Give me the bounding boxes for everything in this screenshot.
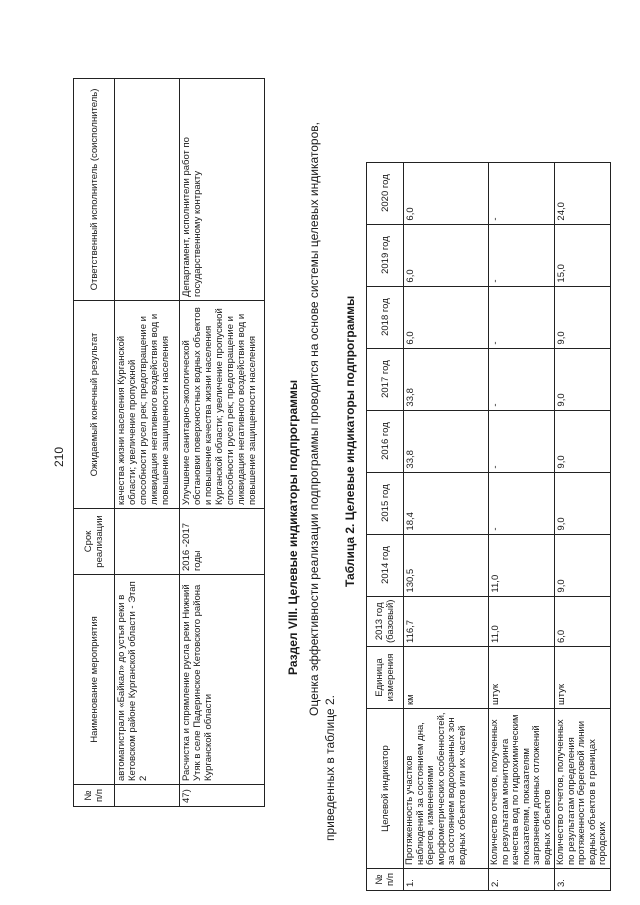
header-2015: 2015 год	[367, 472, 404, 534]
value-2018: -	[489, 286, 555, 348]
value-2020: 24,0	[555, 162, 611, 224]
value-2019: 15,0	[555, 224, 611, 286]
header-2014: 2014 год	[367, 534, 404, 596]
table-row	[115, 79, 180, 807]
row-term: 2016 -2017 годы	[180, 509, 265, 575]
row-indicator: Количество отчетов, полученных по результатам определения протяженности береговой линии водных объектов в границах городских	[555, 709, 611, 869]
value-2015: 18,4	[404, 472, 489, 534]
row-unit: км	[404, 647, 489, 709]
row-measure-name: автомагистрали «Байкал» до устья реки в Кетовском районе Курганской области - Этап 2	[115, 575, 180, 785]
row-executor: Департамент, исполнители работ по государственному контракту	[180, 79, 265, 301]
header-2016: 2016 год	[367, 410, 404, 472]
header-unit: Единица измерения	[367, 647, 404, 709]
row-unit: штук	[489, 647, 555, 709]
value-2018: 9,0	[555, 286, 611, 348]
value-2016: -	[489, 410, 555, 472]
value-2014: 11,0	[489, 534, 555, 596]
row-term	[115, 509, 180, 575]
header-2020: 2020 год	[367, 162, 404, 224]
value-2020: 6,0	[404, 162, 489, 224]
header-num: № п/п	[74, 785, 115, 807]
table-row	[489, 162, 555, 890]
row-measure-name: Расчистка и спрямление русла реки Нижний Утяк в селе Падеринское Кетовского района Курганской области	[180, 575, 265, 785]
value-2020: -	[489, 162, 555, 224]
header-2019: 2019 год	[367, 224, 404, 286]
row-indicator: Количество отчетов, полученных по результатам мониторинга качества вод по гидрохимическим показателям, показателям загрязнения донных отложений водных объектов	[489, 709, 555, 869]
header-2017: 2017 год	[367, 348, 404, 410]
header-indicator: Целевой индикатор	[367, 709, 404, 869]
measures-table	[73, 78, 265, 807]
value-2013: 6,0	[555, 596, 611, 646]
table2-title: Таблица 2. Целевые индикаторы подпрограммы	[343, 295, 357, 587]
value-2017: 9,0	[555, 348, 611, 410]
header-2018: 2018 год	[367, 286, 404, 348]
row-num: 1.	[404, 869, 489, 891]
value-2013: 116,7	[404, 596, 489, 646]
row-indicator: Протяженность участков наблюдений за состоянием дна, берегов, изменениями морфометрических особенностей, за состоянием водоохранных зон водных объектов или их частей	[404, 709, 489, 869]
table-row	[404, 162, 489, 890]
value-2015: 9,0	[555, 472, 611, 534]
row-num	[115, 785, 180, 807]
value-2018: 6,0	[404, 286, 489, 348]
value-2014: 130,5	[404, 534, 489, 596]
row-num: 2.	[489, 869, 555, 891]
measures-table-header	[74, 79, 115, 807]
value-2019: 6,0	[404, 224, 489, 286]
value-2013: 11,0	[489, 596, 555, 646]
table-row	[180, 79, 265, 807]
section-title: Раздел VIII. Целевые индикаторы подпрограммы	[286, 379, 300, 675]
value-2016: 9,0	[555, 410, 611, 472]
header-term: Срок реализации	[74, 509, 115, 575]
row-executor	[115, 79, 180, 301]
table-row	[555, 162, 611, 890]
row-unit: штук	[555, 647, 611, 709]
row-num: 47)	[180, 785, 265, 807]
header-measure-name: Наименование мероприятия	[74, 575, 115, 785]
row-result: Улучшение санитарно-экологической обстановки поверхностных водных объектов и повышение качества жизни населения Курганской области; увеличение пропускной способности русел рек; предотвращение и ликвидация негативного воздействия вод и повышение защищенности населения	[180, 301, 265, 509]
header-2013: 2013 год (базовый)	[367, 596, 404, 646]
row-num: 3.	[555, 869, 611, 891]
value-2015: -	[489, 472, 555, 534]
indicators-table	[366, 162, 611, 891]
header-executor: Ответственный исполнитель (соисполнитель)	[74, 79, 115, 301]
page-number: 210	[52, 446, 66, 467]
intro-paragraph: Оценка эффективности реализации подпрограммы проводится на основе системы целевых индикаторов, приведенных в таблице 2.	[307, 122, 337, 841]
header-result: Ожидаемый конечный результат	[74, 301, 115, 509]
value-2017: 33,8	[404, 348, 489, 410]
value-2016: 33,8	[404, 410, 489, 472]
row-result: качества жизни населения Курганской области; увеличение пропускной способности русел рек; предотвращение и ликвидация негативного воздействия вод и повышение защищенности населения	[115, 301, 180, 509]
value-2017: -	[489, 348, 555, 410]
indicators-table-header	[367, 162, 404, 890]
value-2019: -	[489, 224, 555, 286]
header-num: № п/п	[367, 869, 404, 891]
value-2014: 9,0	[555, 534, 611, 596]
